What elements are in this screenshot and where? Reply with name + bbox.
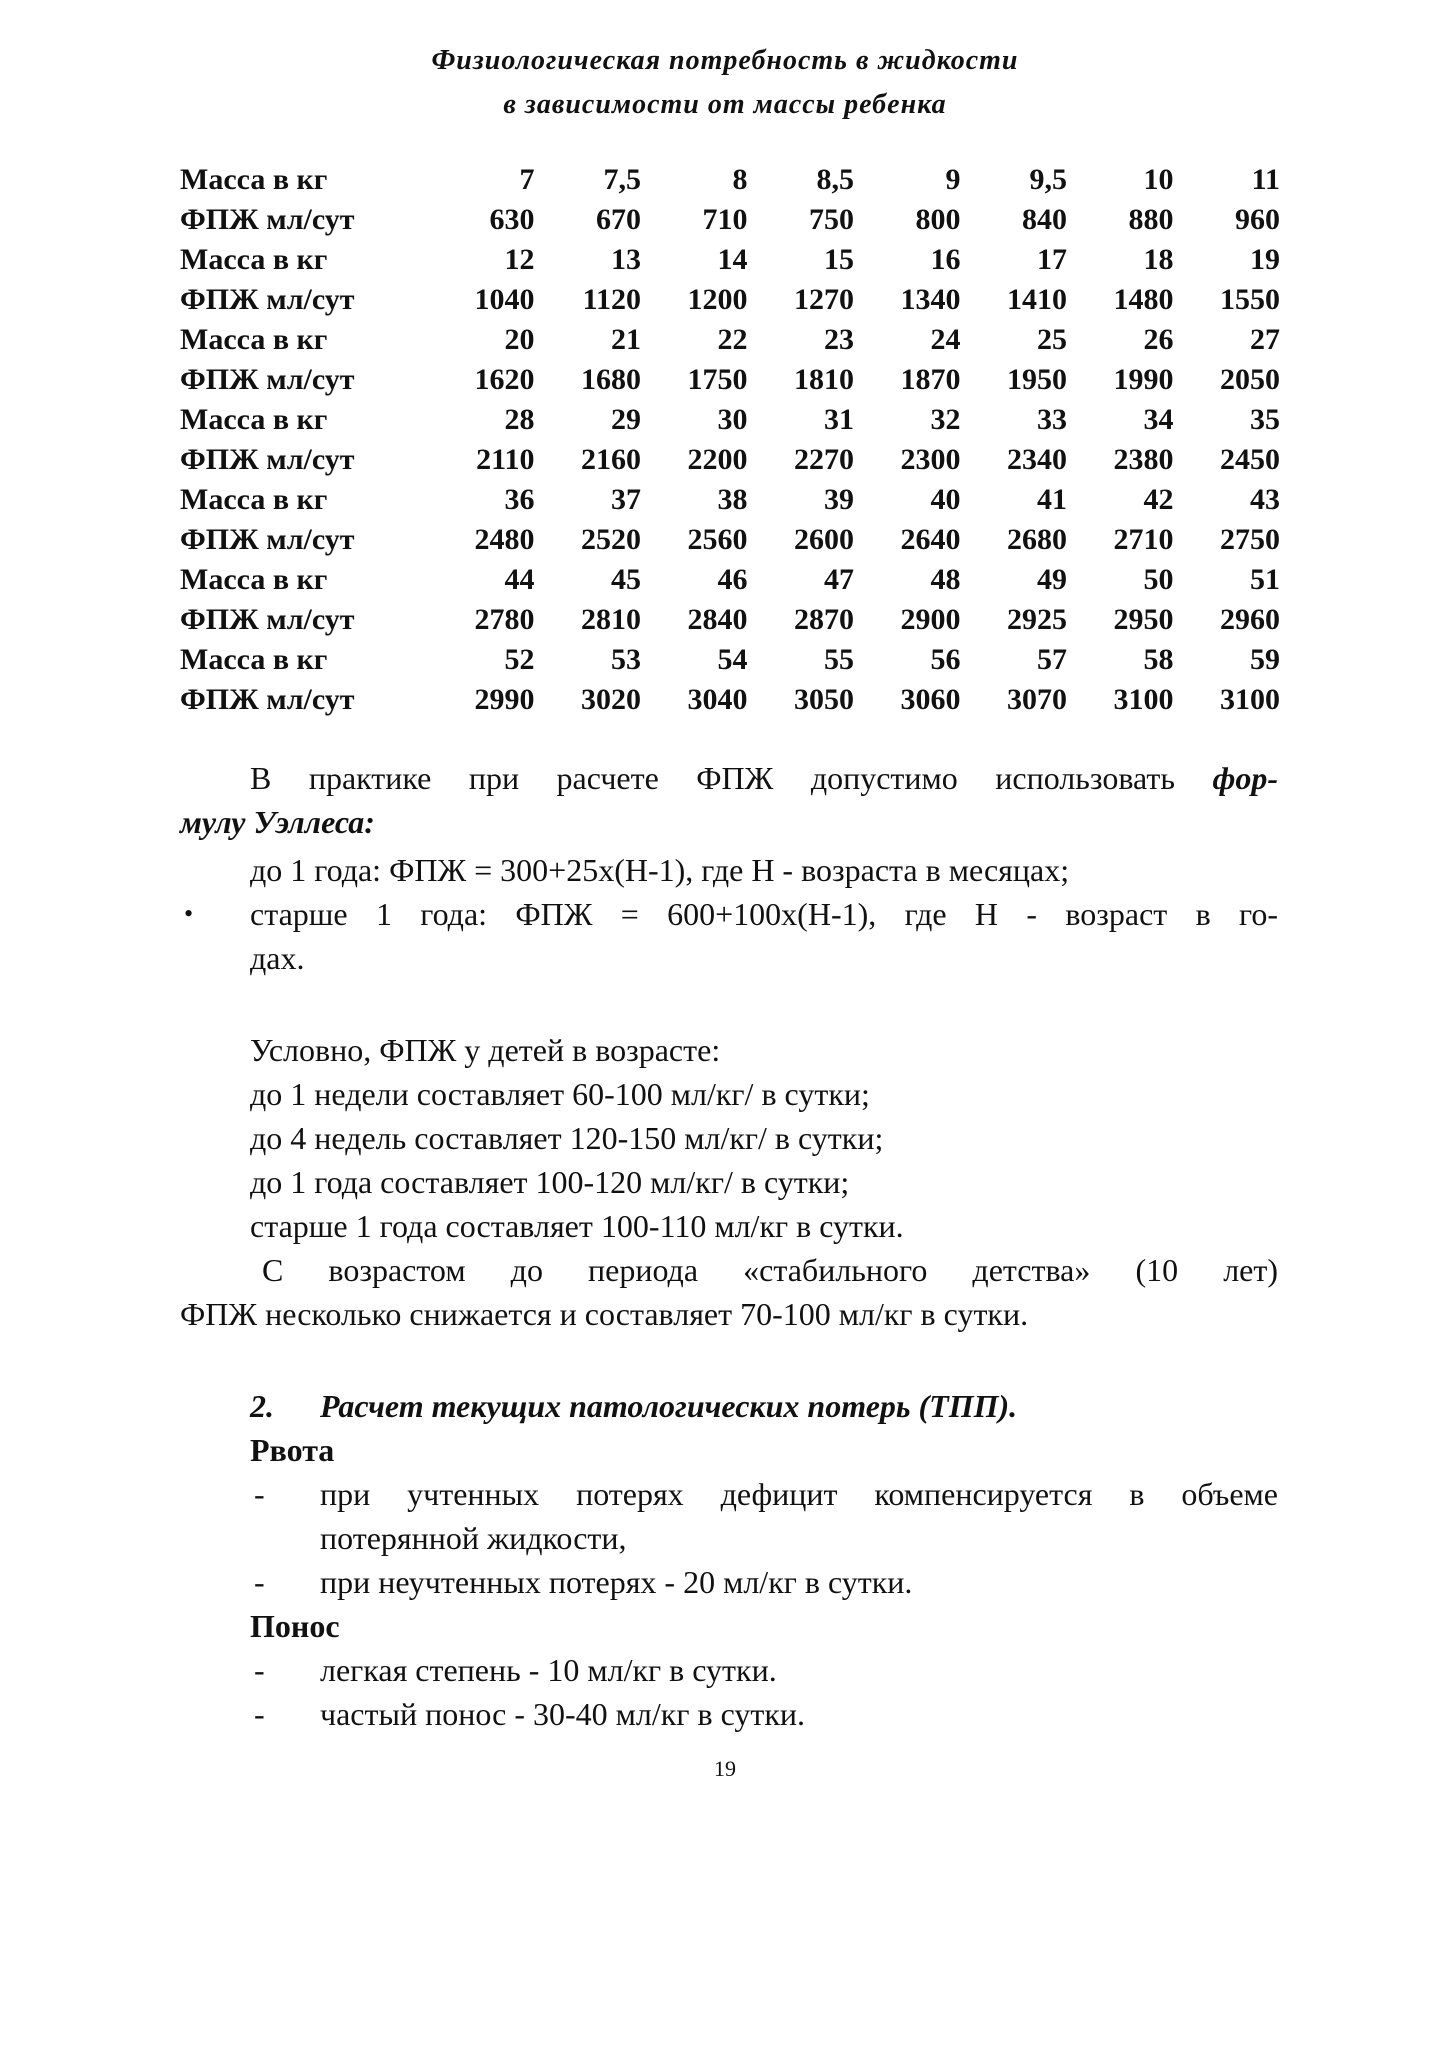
fpz-row-cell: 1410 bbox=[1007, 283, 1067, 316]
fluid-need-table bbox=[180, 160, 1280, 720]
mass-row-cell: 55 bbox=[824, 643, 854, 676]
page-number: 19 bbox=[714, 1756, 736, 1781]
fpz-row-cell: 1620 bbox=[474, 363, 535, 396]
mass-row-cell: 44 bbox=[504, 563, 535, 596]
fpz-row-cell: 2680 bbox=[1007, 523, 1067, 556]
mass-row-cell: 51 bbox=[1250, 563, 1280, 596]
fpz-row bbox=[180, 200, 1280, 240]
mass-row bbox=[180, 640, 1280, 680]
mass-row-cell: 43 bbox=[1250, 483, 1280, 516]
fpz-row-cell: 750 bbox=[809, 203, 854, 236]
fpz-row-cell: 2450 bbox=[1220, 443, 1280, 476]
fpz-row bbox=[180, 440, 1280, 480]
mass-row-cell: 9,5 bbox=[1029, 163, 1067, 196]
fpz-row-cell: 1340 bbox=[900, 283, 961, 316]
fpz-row-cell: 2600 bbox=[794, 523, 854, 556]
fpz-row bbox=[180, 600, 1280, 640]
mass-row-cell: 16 bbox=[930, 243, 961, 276]
mass-row bbox=[180, 320, 1280, 360]
mass-row-cell: 47 bbox=[824, 563, 854, 596]
bullet-icon: • bbox=[184, 899, 194, 928]
mass-row-cell: 50 bbox=[1143, 563, 1174, 596]
fpz-row-cell: 1040 bbox=[474, 283, 535, 316]
mass-row-cell: 21 bbox=[611, 323, 641, 356]
mass-row-cell: 25 bbox=[1037, 323, 1067, 356]
dash-icon: - bbox=[254, 1476, 265, 1512]
fpz-row bbox=[180, 360, 1280, 400]
mass-row-cell: 30 bbox=[717, 403, 748, 436]
mass-row-cell: 31 bbox=[824, 403, 854, 436]
mass-row-cell: 19 bbox=[1250, 243, 1280, 276]
fpz-row-cell: 1270 bbox=[794, 283, 854, 316]
mass-row-cell: 57 bbox=[1037, 643, 1067, 676]
fpz-row-cell: 960 bbox=[1235, 203, 1280, 236]
wallace-intro-text: В практике при расчете ФПЖ допустимо использовать bbox=[250, 760, 1175, 796]
wallace-formula-title: мулу Уэллеса: bbox=[180, 804, 375, 840]
fpz-row-cell: 1810 bbox=[794, 363, 854, 396]
fpz-row-cell: 1870 bbox=[900, 363, 961, 396]
mass-row-cell: 18 bbox=[1143, 243, 1174, 276]
fpz-row-cell: 3100 bbox=[1220, 683, 1280, 716]
fpz-row-cell: 670 bbox=[596, 203, 641, 236]
wallace-intro-line bbox=[250, 756, 1278, 800]
fpz-row-cell: 710 bbox=[702, 203, 748, 236]
mass-row-cell: 49 bbox=[1037, 563, 1067, 596]
dash-icon: - bbox=[254, 1652, 265, 1688]
mass-row-cell: 20 bbox=[504, 323, 535, 356]
mass-row-cell: 45 bbox=[611, 563, 641, 596]
fpz-row-cell: 1480 bbox=[1113, 283, 1174, 316]
mass-row-cell: 34 bbox=[1143, 403, 1174, 436]
mass-row-label: Масса в кг bbox=[180, 483, 328, 516]
mass-row-cell: 22 bbox=[717, 323, 748, 356]
dash-icon: - bbox=[254, 1696, 265, 1732]
vomit-item-1-cont: потерянной жидкости, bbox=[320, 1520, 627, 1556]
mass-row-cell: 17 bbox=[1037, 243, 1067, 276]
mass-row-cell: 24 bbox=[930, 323, 961, 356]
mass-row bbox=[180, 160, 1280, 200]
mass-row-cell: 46 bbox=[717, 563, 748, 596]
mass-row-cell: 11 bbox=[1251, 163, 1280, 196]
fpz-row bbox=[180, 520, 1280, 560]
mass-row-label: Масса в кг bbox=[180, 163, 328, 196]
fpz-row-cell: 2750 bbox=[1220, 523, 1280, 556]
wallace-intro-bold-1: фор- bbox=[1212, 760, 1279, 796]
fpz-row-cell: 2560 bbox=[687, 523, 748, 556]
mass-row-cell: 33 bbox=[1037, 403, 1067, 436]
fpz-row-cell: 2110 bbox=[476, 443, 535, 476]
fpz-row-cell: 2480 bbox=[474, 523, 535, 556]
diarrhea-item-2: частый понос - 30-40 мл/кг в сутки. bbox=[320, 1696, 805, 1732]
mass-row-label: Масса в кг bbox=[180, 563, 328, 596]
fpz-row-cell: 2200 bbox=[687, 443, 748, 476]
mass-row-cell: 7,5 bbox=[603, 163, 641, 196]
diarrhea-heading: Понос bbox=[250, 1608, 340, 1644]
mass-row-cell: 29 bbox=[611, 403, 641, 436]
mass-row-cell: 10 bbox=[1143, 163, 1174, 196]
mass-row-cell: 38 bbox=[717, 483, 748, 516]
mass-row-cell: 7 bbox=[519, 163, 535, 196]
fpz-row-cell: 2950 bbox=[1113, 603, 1174, 636]
dash-icon: - bbox=[254, 1564, 265, 1600]
mass-row-label: Масса в кг bbox=[180, 323, 328, 356]
fpz-row-cell: 2710 bbox=[1113, 523, 1174, 556]
fpz-row-cell: 2160 bbox=[581, 443, 641, 476]
fpz-row-cell: 2270 bbox=[794, 443, 854, 476]
fpz-row-cell: 3040 bbox=[687, 683, 748, 716]
wallace-formula-over-1: старше 1 года: ФПЖ = 600+100х(Н-1), где Н - возраст в го- bbox=[250, 896, 1278, 932]
fpz-row-cell: 2520 bbox=[581, 523, 641, 556]
section-number: 2. bbox=[250, 1388, 274, 1424]
conditional-line-5b: ФПЖ несколько снижается и составляет 70-100 мл/кг в сутки. bbox=[180, 1296, 1029, 1332]
fpz-row-label: ФПЖ мл/сут bbox=[180, 203, 355, 236]
fpz-row-cell: 880 bbox=[1128, 203, 1174, 236]
conditional-line-1: до 1 недели составляет 60-100 мл/кг/ в сутки; bbox=[250, 1076, 870, 1112]
conditional-line-5a: С возрастом до периода «стабильного детства» (10 лет) bbox=[262, 1252, 1278, 1288]
page-title-line2: в зависимости от массы ребенка bbox=[503, 89, 947, 120]
fpz-row bbox=[180, 680, 1280, 720]
mass-row-cell: 48 bbox=[930, 563, 961, 596]
mass-row-cell: 27 bbox=[1250, 323, 1280, 356]
mass-row-cell: 13 bbox=[611, 243, 641, 276]
fpz-row-cell: 1550 bbox=[1220, 283, 1280, 316]
conditional-line-4: старше 1 года составляет 100-110 мл/кг в сутки. bbox=[250, 1208, 904, 1244]
fpz-row-cell: 3100 bbox=[1113, 683, 1174, 716]
page-title-line1: Физиологическая потребность в жидкости bbox=[431, 45, 1019, 76]
mass-row-cell: 59 bbox=[1250, 643, 1280, 676]
fpz-row-cell: 2810 bbox=[581, 603, 641, 636]
fpz-row-cell: 3060 bbox=[900, 683, 961, 716]
fpz-row-cell: 1120 bbox=[582, 283, 641, 316]
fpz-row-cell: 2780 bbox=[474, 603, 535, 636]
mass-row-cell: 14 bbox=[717, 243, 748, 276]
fpz-row-cell: 2640 bbox=[900, 523, 961, 556]
fpz-row-label: ФПЖ мл/сут bbox=[180, 523, 355, 556]
fpz-row-cell: 800 bbox=[915, 203, 961, 236]
mass-row-cell: 53 bbox=[611, 643, 641, 676]
mass-row-label: Масса в кг bbox=[180, 643, 328, 676]
fpz-row-cell: 2340 bbox=[1007, 443, 1067, 476]
vomit-heading: Рвота bbox=[250, 1432, 335, 1468]
fpz-row-cell: 2870 bbox=[794, 603, 854, 636]
conditional-line-2: до 4 недель составляет 120-150 мл/кг/ в сутки; bbox=[250, 1120, 884, 1156]
mass-row-cell: 35 bbox=[1250, 403, 1280, 436]
mass-row-cell: 15 bbox=[824, 243, 854, 276]
mass-row-cell: 28 bbox=[504, 403, 535, 436]
conditional-intro: Условно, ФПЖ у детей в возрасте: bbox=[250, 1032, 721, 1068]
vomit-item-2: при неучтенных потерях - 20 мл/кг в сутки. bbox=[320, 1564, 913, 1600]
mass-row bbox=[180, 240, 1280, 280]
fpz-row-cell: 2990 bbox=[474, 683, 535, 716]
mass-row-cell: 37 bbox=[611, 483, 641, 516]
wallace-formula-under-1: до 1 года: ФПЖ = 300+25х(Н-1), где Н - возраста в месяцах; bbox=[250, 852, 1070, 888]
conditional-line-3: до 1 года составляет 100-120 мл/кг/ в сутки; bbox=[250, 1164, 850, 1200]
fpz-row-label: ФПЖ мл/сут bbox=[180, 363, 355, 396]
fpz-row-cell: 1680 bbox=[581, 363, 641, 396]
wallace-formula-over-1-cont: дах. bbox=[250, 940, 305, 976]
fpz-row-label: ФПЖ мл/сут bbox=[180, 283, 355, 316]
fpz-row-label: ФПЖ мл/сут bbox=[180, 443, 355, 476]
fpz-row bbox=[180, 280, 1280, 320]
fpz-row-cell: 3050 bbox=[794, 683, 854, 716]
fpz-row-cell: 2840 bbox=[687, 603, 748, 636]
mass-row-cell: 40 bbox=[930, 483, 961, 516]
fpz-row-cell: 630 bbox=[489, 203, 535, 236]
fpz-row-cell: 3070 bbox=[1007, 683, 1067, 716]
fpz-row-cell: 2380 bbox=[1113, 443, 1174, 476]
fpz-row-cell: 2960 bbox=[1220, 603, 1280, 636]
mass-row-label: Масса в кг bbox=[180, 403, 328, 436]
mass-row-cell: 23 bbox=[824, 323, 854, 356]
mass-row-cell: 32 bbox=[930, 403, 961, 436]
fpz-row-cell: 2900 bbox=[900, 603, 961, 636]
fpz-row-cell: 1200 bbox=[687, 283, 748, 316]
fpz-row-cell: 3020 bbox=[581, 683, 641, 716]
fpz-row-cell: 1750 bbox=[687, 363, 748, 396]
mass-row-cell: 8,5 bbox=[816, 163, 854, 196]
mass-row-cell: 54 bbox=[717, 643, 748, 676]
mass-row-cell: 41 bbox=[1037, 483, 1067, 516]
fpz-row-cell: 2050 bbox=[1220, 363, 1280, 396]
mass-row-label: Масса в кг bbox=[180, 243, 328, 276]
mass-row-cell: 9 bbox=[945, 163, 961, 196]
fpz-row-cell: 840 bbox=[1022, 203, 1067, 236]
mass-row-cell: 8 bbox=[732, 163, 748, 196]
mass-row-cell: 39 bbox=[824, 483, 854, 516]
fpz-row-cell: 2925 bbox=[1007, 603, 1067, 636]
fpz-row-cell: 1950 bbox=[1007, 363, 1067, 396]
section-heading: Расчет текущих патологических потерь (ТПП). bbox=[320, 1388, 1018, 1424]
mass-row bbox=[180, 400, 1280, 440]
fpz-row-label: ФПЖ мл/сут bbox=[180, 603, 355, 636]
mass-row-cell: 36 bbox=[504, 483, 535, 516]
mass-row-cell: 12 bbox=[504, 243, 535, 276]
mass-row-cell: 42 bbox=[1143, 483, 1174, 516]
mass-row-cell: 52 bbox=[504, 643, 535, 676]
vomit-item-1: при учтенных потерях дефицит компенсируется в объеме bbox=[320, 1476, 1278, 1512]
diarrhea-item-1: легкая степень - 10 мл/кг в сутки. bbox=[320, 1652, 777, 1688]
fpz-row-label: ФПЖ мл/сут bbox=[180, 683, 355, 716]
fpz-row-cell: 1990 bbox=[1113, 363, 1174, 396]
mass-row-cell: 26 bbox=[1143, 323, 1174, 356]
mass-row-cell: 58 bbox=[1143, 643, 1174, 676]
mass-row bbox=[180, 560, 1280, 600]
fpz-row-cell: 2300 bbox=[900, 443, 961, 476]
mass-row-cell: 56 bbox=[930, 643, 961, 676]
mass-row bbox=[180, 480, 1280, 520]
